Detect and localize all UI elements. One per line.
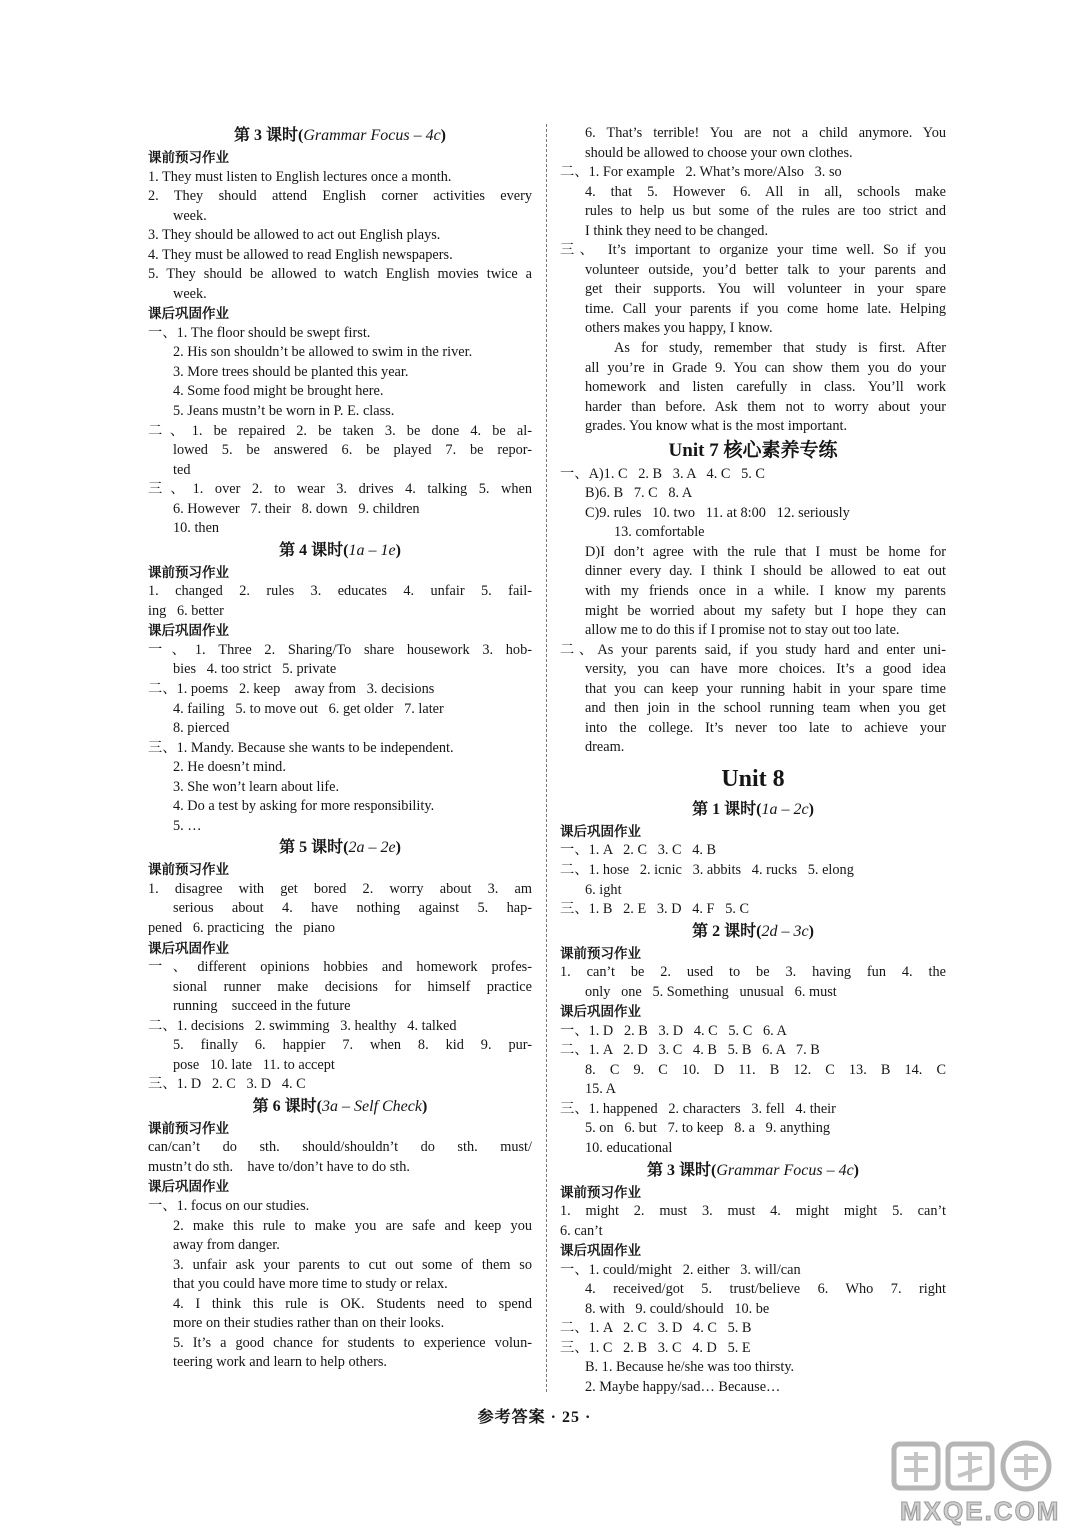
answer-line: sional runner make decisions for himself practice	[173, 978, 532, 995]
section-heading: 课前预习作业	[560, 945, 641, 961]
lesson-heading-range: Grammar Focus – 4c	[716, 1161, 854, 1179]
answer-line: serious about 4. have nothing against 5. hap-	[173, 900, 532, 917]
answer-line: grades. You know what is the most important.	[585, 418, 848, 435]
answer-line: rules to help us but some of the rules are too strict and	[585, 203, 946, 220]
lesson-heading	[560, 1159, 946, 1183]
answer-line: week.	[173, 207, 207, 224]
lesson-heading-label: 第 6 课时(	[252, 1097, 323, 1115]
answer-line: 4. failing 5. to move out 6. get older 7. later	[173, 700, 444, 717]
answer-line: dream.	[585, 739, 625, 756]
answer-line: can/can’t do sth. should/shouldn’t do sth. must/	[148, 1139, 532, 1156]
unit-heading: Unit 7 核心素养专练	[668, 439, 838, 461]
lesson-heading-close: )	[395, 541, 401, 559]
answer-line: 1. changed 2. rules 3. educates 4. unfair 5. fail-	[148, 583, 532, 600]
answer-line: 6. can’t	[560, 1222, 603, 1239]
answer-line: 5. on 6. but 7. to keep 8. a 9. anything	[585, 1120, 831, 1137]
section-heading: 课前预习作业	[148, 862, 229, 878]
answer-line: 一、A)1. C 2. B 3. A 4. C 5. C	[560, 465, 765, 482]
answer-line: 3. She won’t learn about life.	[173, 778, 340, 795]
answer-line: others makes you happy, I know.	[585, 320, 773, 337]
answer-line: 二、1. decisions 2. swimming 3. healthy 4. talked	[148, 1017, 457, 1034]
lesson-heading	[560, 798, 946, 822]
answer-line: 三、1. Mandy. Because she wants to be independent.	[148, 739, 454, 756]
answer-line: that you can keep your running habit in your spare time	[585, 680, 946, 697]
answer-line: 一、1. A 2. C 3. C 4. B	[560, 842, 717, 859]
lesson-heading-label: 第 4 课时(	[279, 541, 349, 559]
answer-line: mustn’t do sth. have to/don’t have to do sth.	[148, 1158, 410, 1175]
answer-line: all you’re in Grade 9. You can show them you do your	[585, 359, 946, 376]
answer-line: 4. that 5. However 6. All in all, schools make	[585, 183, 946, 200]
answer-line: 5. …	[173, 817, 202, 834]
answer-line: that you could have more time to study or relax.	[173, 1276, 448, 1293]
lesson-heading-close: )	[808, 922, 814, 940]
answer-line: 4. I think this rule is OK. Students need to spend	[173, 1295, 532, 1312]
answer-line: 3. unfair ask your parents to cut out some of them so	[173, 1256, 532, 1273]
section-heading: 课后巩固作业	[560, 1243, 641, 1259]
answer-line: time. Call your parents if you come home late. Helping	[585, 300, 946, 317]
answer-line: versity, you can have more choices. It’s a good idea	[585, 661, 946, 678]
answer-line: and then join in the school running team when you get	[585, 700, 946, 717]
answer-line: 2. make this rule to make you are safe and keep you	[173, 1217, 532, 1234]
answer-line: As for study, remember that study is first. After	[614, 340, 946, 357]
answer-line: D)I don’t agree with the rule that I must be home for	[585, 543, 946, 560]
answer-line: get their supports. You will volunteer in your spare	[585, 281, 946, 298]
answer-line: C)9. rules 10. two 11. at 8:00 12. seriously	[585, 504, 850, 521]
answer-line: 二、1. A 2. C 3. D 4. C 5. B	[560, 1320, 752, 1337]
answer-line: 3. They should be allowed to act out English plays.	[148, 227, 441, 244]
lesson-heading-label: 第 1 课时(	[692, 800, 762, 818]
answer-line: pened 6. practicing the piano	[148, 920, 335, 936]
lesson-heading-close: )	[421, 1097, 428, 1115]
answer-line: should be allowed to choose your own clothes.	[585, 144, 853, 161]
answer-line: 8. C 9. C 10. D 11. B 12. C 13. B 14. C	[585, 1061, 946, 1078]
answer-line: 2. They should attend English corner activities every	[148, 188, 532, 205]
answer-line: 二、1. be repaired 2. be taken 3. be done 4. be al-	[148, 422, 532, 439]
answer-line: homework and listen carefully in class. You’ll work	[585, 379, 946, 396]
answer-line: 10. educational	[585, 1140, 673, 1157]
section-heading: 课后巩固作业	[560, 1004, 641, 1020]
answer-line: 5. It’s a good chance for students to experience volun-	[173, 1334, 532, 1351]
answer-line: only one 5. Something unusual 6. must	[585, 983, 837, 1000]
section-heading: 课后巩固作业	[560, 823, 641, 839]
lesson-heading-range: 3a – Self Check	[322, 1097, 422, 1115]
answer-line: 6. ight	[585, 881, 622, 898]
watermark-text: MXQE.COM	[900, 1496, 1061, 1526]
answer-line: 三、1. over 2. to wear 3. drives 4. talking 5. when	[148, 481, 532, 498]
lesson-heading-close: )	[440, 127, 446, 144]
lesson-heading-close: )	[395, 839, 401, 857]
answer-line: 8. pierced	[173, 720, 230, 737]
section-heading: 课前预习作业	[148, 150, 229, 165]
section-heading: 课前预习作业	[560, 1184, 641, 1200]
answer-line: 15. A	[585, 1081, 616, 1098]
answer-line: 一、1. The floor should be swept first.	[148, 324, 371, 341]
lesson-heading	[148, 836, 532, 860]
lesson-heading-range: 2a – 2e	[348, 839, 396, 857]
answer-line: 一、1. focus on our studies.	[148, 1197, 310, 1214]
answer-line: 13. comfortable	[614, 524, 705, 541]
lesson-heading-range: Grammar Focus – 4c	[303, 127, 441, 144]
lesson-heading-range: 1a – 1e	[348, 541, 396, 559]
lesson-heading-range: 2d – 3c	[761, 922, 809, 940]
answer-line: 4. They must be allowed to read English newspapers.	[148, 246, 453, 263]
answer-line: dinner every day. I think I should be allowed to eat out	[585, 563, 946, 580]
lesson-heading-label: 第 2 课时(	[692, 922, 762, 940]
answer-line: bies 4. too strict 5. private	[173, 661, 337, 678]
answer-line: 2. His son shouldn’t be allowed to swim in the river.	[173, 344, 473, 361]
answer-line: with my friends once in a while. I know my parents	[585, 583, 946, 600]
lesson-heading-range: 1a – 2c	[761, 800, 809, 818]
lesson-heading	[148, 539, 532, 563]
page-footer	[0, 1404, 1069, 1427]
lesson-heading-close: )	[808, 800, 814, 818]
lesson-heading-label: 第 3 课时(	[647, 1161, 717, 1179]
answer-line: 三、 It’s important to organize your time well. So if you	[560, 242, 946, 259]
lesson-heading	[560, 920, 946, 944]
answer-line: B)6. B 7. C 8. A	[585, 485, 693, 502]
section-heading: 课后巩固作业	[148, 940, 229, 956]
unit-heading: Unit 8	[721, 765, 785, 792]
answer-line: 一、1. D 2. B 3. D 4. C 5. C 6. A	[560, 1022, 787, 1039]
answer-line: 一、1. Three 2. Sharing/To share housework 3. hob-	[148, 641, 532, 658]
answer-line: 1. disagree with get bored 2. worry about 3. am	[148, 880, 532, 897]
answer-line: 5. finally 6. happier 7. when 8. kid 9. pur-	[173, 1037, 532, 1054]
answer-line: 5. Jeans mustn’t be worn in P. E. class.	[173, 403, 395, 420]
section-heading: 课后巩固作业	[148, 306, 229, 322]
answer-line: pose 10. late 11. to accept	[173, 1056, 335, 1073]
answer-line: ted	[173, 461, 191, 478]
answer-line: volunteer outside, you’d better talk to your parents and	[585, 261, 946, 278]
right-column	[560, 124, 946, 1397]
page-number: · 25 ·	[550, 1409, 592, 1426]
answer-line: ing 6. better	[148, 602, 224, 619]
answer-line: lowed 5. be answered 6. be played 7. be repor-	[173, 442, 532, 459]
answer-line: 6. However 7. their 8. down 9. children	[173, 500, 420, 517]
answer-line: 一、1. could/might 2. either 3. will/can	[560, 1261, 801, 1278]
left-column	[148, 124, 532, 1373]
answer-line: into the college. It’s never too late to achieve your	[585, 719, 946, 736]
answer-line: more on their studies rather than on their looks.	[173, 1315, 445, 1332]
section-heading: 课后巩固作业	[148, 1179, 229, 1195]
answer-line: 二、1. For example 2. What’s more/Also 3. so	[560, 164, 842, 181]
answer-line: 8. with 9. could/should 10. be	[585, 1300, 770, 1317]
answer-line: harder than before. Ask them not to worry about your	[585, 398, 946, 415]
answer-line: 三、1. D 2. C 3. D 4. C	[148, 1076, 306, 1093]
footer-label: 参考答案	[477, 1409, 546, 1426]
section-heading: 课前预习作业	[148, 564, 229, 580]
answer-line: 1. They must listen to English lectures once a month.	[148, 168, 452, 185]
answer-line: week.	[173, 285, 207, 302]
answer-line: 2. He doesn’t mind.	[173, 759, 286, 776]
answer-line: might be worried about my safety but I hope they can	[585, 602, 946, 619]
answer-line: 6. That’s terrible! You are not a child anymore. You	[585, 125, 946, 141]
answer-line: 4. Some food might be brought here.	[173, 383, 384, 400]
lesson-heading	[148, 124, 532, 148]
answer-line: 2. Maybe happy/sad… Because…	[585, 1378, 781, 1395]
answer-line: 二、1. poems 2. keep away from 3. decisions	[148, 681, 435, 698]
answer-line: 4. received/got 5. trust/believe 6. Who 7. right	[585, 1281, 946, 1298]
lesson-heading-close: )	[853, 1161, 859, 1179]
section-heading: 课前预习作业	[148, 1120, 229, 1136]
answer-line: 二、As your parents said, if you study hard and enter uni-	[560, 641, 946, 658]
section-heading: 课后巩固作业	[148, 623, 229, 639]
lesson-heading	[148, 1095, 532, 1119]
answer-line: 3. More trees should be planted this year.	[173, 363, 409, 380]
answer-line: 三、1. happened 2. characters 3. fell 4. their	[560, 1100, 836, 1117]
answer-line: 1. might 2. must 3. must 4. might might 5. can’t	[560, 1203, 946, 1220]
answer-line: 4. Do a test by asking for more responsibility.	[173, 798, 435, 815]
answer-line: 1. can’t be 2. used to be 3. having fun 4. the	[560, 964, 946, 981]
watermark-logo-icon	[884, 1440, 1064, 1500]
answer-line: teering work and learn to help others.	[173, 1354, 387, 1371]
answer-line: 三、1. C 2. B 3. C 4. D 5. E	[560, 1339, 751, 1356]
answer-line: I think they need to be changed.	[585, 222, 769, 239]
answer-line: B. 1. Because he/she was too thirsty.	[585, 1359, 795, 1376]
answer-line: 10. then	[173, 520, 220, 537]
answer-line: running succeed in the future	[173, 998, 351, 1015]
lesson-heading-label: 第 5 课时(	[279, 839, 349, 857]
answer-line: 5. They should be allowed to watch English movies twice a	[148, 266, 532, 283]
watermark-logo	[884, 1440, 1064, 1532]
answer-line: away from danger.	[173, 1237, 280, 1254]
column-divider	[546, 124, 547, 1392]
answer-line: allow me to do this if I promise not to stay out too late.	[585, 622, 900, 639]
answer-line: 二、1. A 2. D 3. C 4. B 5. B 6. A 7. B	[560, 1042, 820, 1059]
answer-line: 二、1. hose 2. icnic 3. abbits 4. rucks 5. elong	[560, 862, 854, 878]
lesson-heading-label: 第 3 课时(	[234, 127, 304, 144]
answer-line: 三、1. B 2. E 3. D 4. F 5. C	[560, 901, 750, 918]
answer-line: 一、different opinions hobbies and homework profes-	[148, 959, 532, 976]
